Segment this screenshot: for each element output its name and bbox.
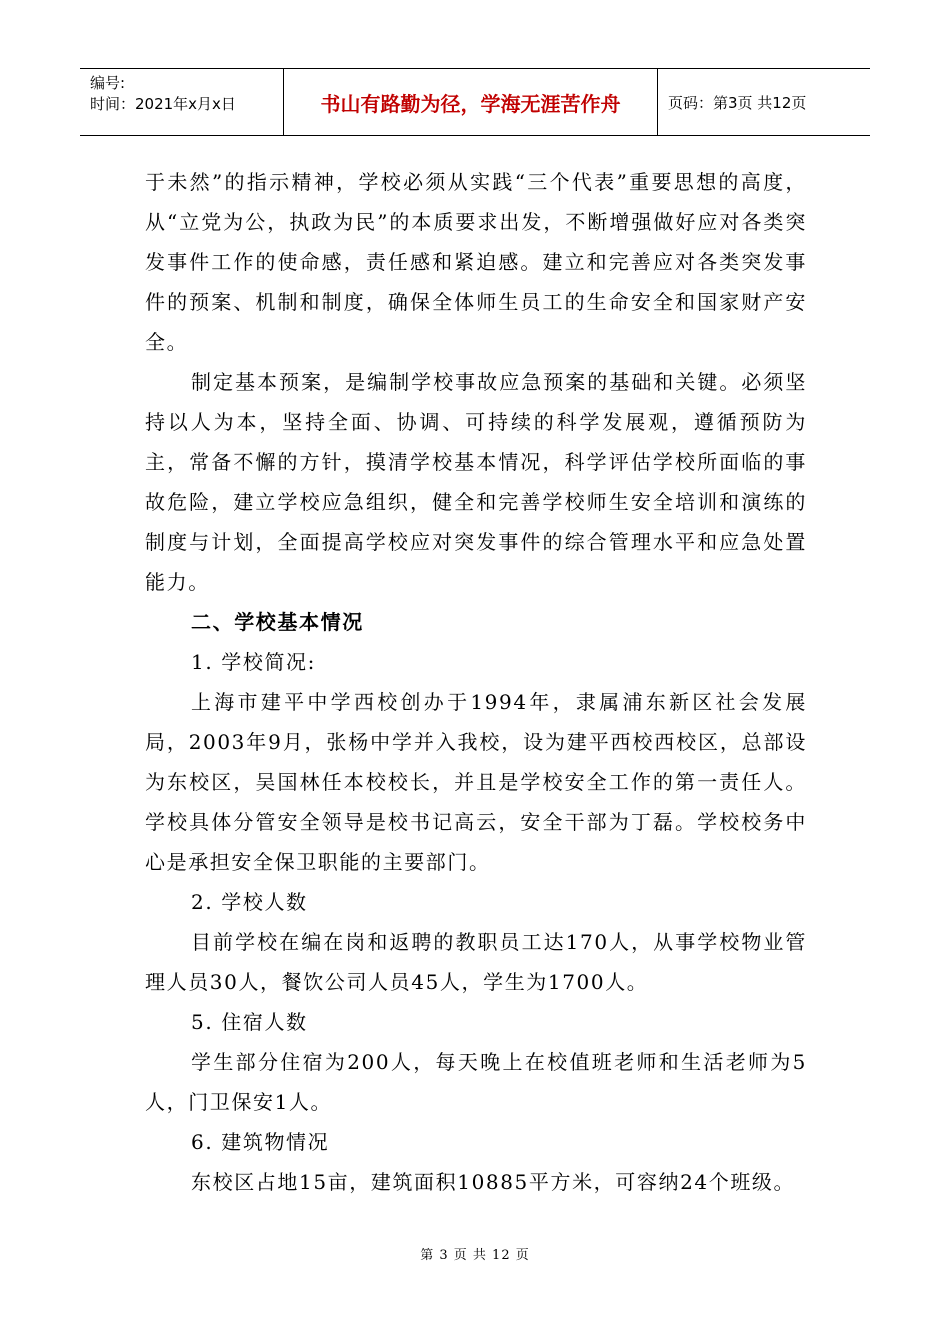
paragraph-school-overview: 上海市建平中学西校创办于1994年，隶属浦东新区社会发展局，2003年9月，张杨中学并入我校，设为建平西校西校区，总部设为东校区，吴国林任本校校长，并且是学校安全工作的第一责任人。学校具体分管安全领导是校书记高云，安全干部为丁磊。学校校务中心是承担安全保卫职能的主要部门。 — [145, 690, 807, 874]
section-heading-school-info: 二、学校基本情况 — [191, 610, 364, 634]
header-motto: 书山有路勤为径，学海无涯苦作舟 — [284, 69, 658, 135]
paragraph-basic-plan: 制定基本预案，是编制学校事故应急预案的基础和关键。必须坚持以人为本，坚持全面、协调、可持续的科学发展观，遵循预防为主，常备不懈的方针，摸清学校基本情况，科学评估学校所面临的事故危险，建立学校应急组织，健全和完善学校师生安全培训和演练的制度与计划，全面提高学校应对突发事件的综合管理水平和应急处置能力。 — [145, 370, 807, 594]
document-number-label: 编号: — [90, 74, 126, 92]
document-time-label: 时间：2021年x月x日 — [90, 95, 236, 113]
paragraph-school-population: 目前学校在编在岗和返聘的教职员工达170人，从事学校物业管理人员30人，餐饮公司人员45人，学生为1700人。 — [145, 930, 807, 994]
subheading-boarding-population: 5. 住宿人数 — [191, 1010, 308, 1034]
header-page-info: 页码：第3页 共12页 — [668, 93, 807, 112]
subheading-school-population: 2. 学校人数 — [191, 890, 308, 914]
header-meta — [80, 69, 284, 135]
subheading-school-overview: 1. 学校简况: — [191, 650, 316, 674]
paragraph-boarding-population: 学生部分住宿为200人，每天晚上在校值班老师和生活老师为5人，门卫保安1人。 — [145, 1050, 807, 1114]
document-header — [80, 68, 870, 136]
page-footer: 第 3 页 共 12 页 — [420, 1248, 530, 1263]
paragraph-buildings: 东校区占地15亩，建筑面积10885平方米，可容纳24个班级。 — [191, 1170, 796, 1194]
document-body — [145, 162, 807, 1202]
subheading-buildings: 6. 建筑物情况 — [191, 1130, 330, 1154]
paragraph-continuation: 于未然”的指示精神，学校必须从实践“三个代表”重要思想的高度，从“立党为公，执政为民”的本质要求出发，不断增强做好应对各类突发事件工作的使命感，责任感和紧迫感。建立和完善应对各类突发事件的预案、机制和制度，确保全体师生员工的生命安全和国家财产安全。 — [145, 170, 807, 354]
